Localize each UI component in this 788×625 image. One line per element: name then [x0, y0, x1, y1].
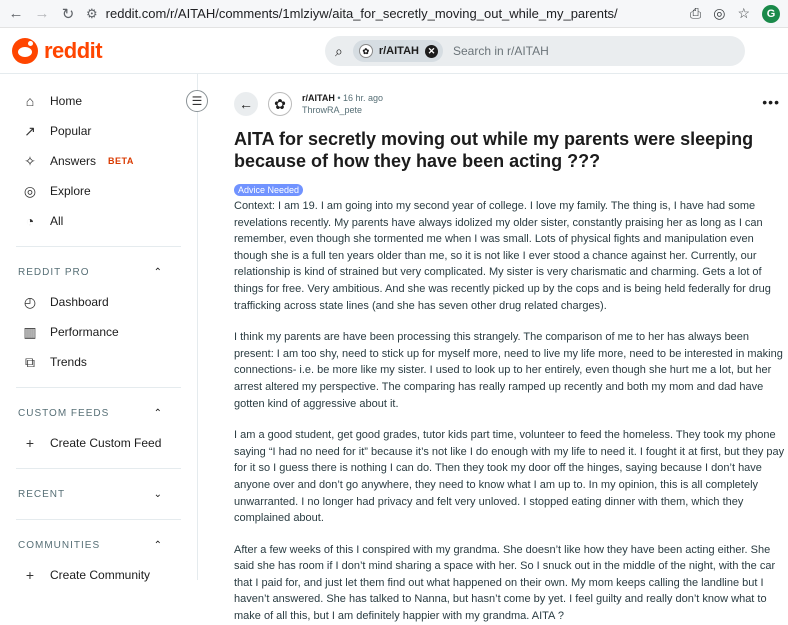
trends-icon: ⧉ — [25, 353, 35, 370]
section-heading: REDDIT PRO — [18, 266, 90, 278]
divider — [16, 246, 181, 247]
reddit-header — [0, 28, 788, 74]
more-options-button[interactable]: ••• — [762, 94, 780, 110]
reddit-logo[interactable] — [12, 38, 102, 64]
sidebar-item-trends[interactable] — [0, 347, 197, 377]
sidebar-item-create-community[interactable] — [0, 560, 197, 590]
dashboard-icon: ◴ — [23, 293, 37, 310]
snoo-logo-icon — [12, 38, 38, 64]
post-paragraph: I think my parents are have been processing this strangely. The comparison of me to her has always been present: I am too shy, need to stick up for myself more, need to live my life more, need to be interested in making connections- i.e. be more like my sister. I used to look up to her entirely, even though she hurt me a lot, but her arrest altered my perspective. The comparing has really ramped up recently and both my mom and dad have gotten kind of aggressive about it. — [234, 331, 783, 410]
reload-icon[interactable]: ↻ — [61, 5, 75, 23]
section-heading: CUSTOM FEEDS — [18, 407, 110, 419]
sidebar-item-label: Dashboard — [50, 295, 109, 309]
chevron-up-icon: ⌃ — [153, 539, 163, 551]
post-flair[interactable]: Advice Needed — [234, 184, 303, 196]
collapse-sidebar-button[interactable]: ☰ — [186, 90, 208, 112]
performance-icon: ▥ — [23, 323, 37, 340]
section-heading: RECENT — [18, 488, 66, 500]
post-paragraph: I am a good student, get good grades, tutor kids part time, volunteer to feed the homeless. They took my phone saying “I had no need for it” because it’s not like I do enough with my life to need it. I fought it at first, but they pay for it so I guess there is nothing I can do. Then they took my door off the hinges, saying because I don’t have anyone over and don’t go anywhere, they need to know what I am up to. In my opinion, this is all completely unwarranted. I no longer had privacy and felt very unloved. I stopped eating dinner with them, which they complained about. — [234, 429, 785, 525]
author-link[interactable]: ThrowRA_pete — [302, 105, 363, 115]
section-recent[interactable] — [0, 479, 197, 509]
post-meta — [302, 92, 383, 116]
post-header — [234, 92, 788, 116]
address-bar[interactable] — [86, 3, 680, 25]
chevron-up-icon: ⌃ — [153, 407, 163, 419]
back-arrow-icon[interactable]: ← — [8, 5, 24, 22]
plus-icon: + — [25, 435, 35, 451]
section-reddit-pro[interactable] — [0, 257, 197, 287]
sidebar-item-label: Answers — [50, 154, 97, 168]
search-placeholder[interactable]: Search in r/AITAH — [452, 44, 549, 58]
post-paragraph: After a few weeks of this I conspired with my grandma. She doesn’t like how they have been acting either. She said she has room if I don’t mind sharing a space with her. So I snuck out in the middle of the night, with the car that I paid for, and just let them find out what happened on their own. My mom keeps calling the landline but I haven’t answered. She has talked to Nanna, but hasn’t come by yet. I feel guilty and really don’t know what to make of all this, but I am definitely happier with my grandma. AITA ? — [234, 543, 776, 623]
sidebar-item-label: Trends — [50, 355, 87, 369]
post-body — [234, 198, 788, 625]
back-button[interactable] — [234, 92, 258, 116]
post-title: AITA for secretly moving out while my parents were sleeping because of how they have been acting ??? — [234, 129, 754, 171]
search-icon: ⌕ — [335, 42, 343, 59]
popular-icon: ↗ — [24, 122, 36, 139]
sidebar-item-label: Performance — [50, 325, 119, 339]
post-view — [198, 74, 788, 623]
left-sidebar — [0, 74, 203, 583]
sidebar-item-label: Create Custom Feed — [50, 436, 162, 450]
section-custom-feeds[interactable] — [0, 398, 197, 428]
search-bar[interactable] — [325, 36, 745, 66]
logo-wordmark: reddit — [44, 37, 103, 63]
home-icon: ⌂ — [25, 93, 35, 109]
browser-toolbar — [0, 0, 788, 28]
bookmark-star-icon[interactable]: ☆ — [737, 5, 750, 21]
back-arrow-icon: ← — [239, 96, 253, 112]
profile-avatar[interactable]: G — [762, 5, 780, 23]
section-heading: COMMUNITIES — [18, 539, 101, 551]
forward-arrow-icon[interactable]: → — [34, 5, 50, 22]
divider — [16, 468, 181, 469]
site-settings-icon[interactable]: ⚙ — [86, 5, 98, 21]
sidebar-item-performance[interactable] — [0, 317, 197, 347]
sidebar-item-label: Explore — [50, 184, 91, 198]
section-communities[interactable] — [0, 530, 197, 560]
search-scope-chip[interactable] — [353, 40, 443, 62]
chevron-down-icon: ⌄ — [153, 488, 163, 500]
search-chip-label: r/AITAH — [378, 45, 419, 57]
url-text[interactable]: reddit.com/r/AITAH/comments/1mlziyw/aita_for_secretly_moving_out_while_my_parents/ — [105, 6, 618, 21]
sidebar-item-popular[interactable] — [0, 116, 197, 146]
post-paragraph: Context: I am 19. I am going into my second year of college. I love my family. The thing is, I have had some revelations recently. My parents have always idolized my older sister, constantly praising her as long as I can remember, even though she tormented me when I was small. Lots of physical fights and manipulation even though she is a full ten years older than me, so it is not like I ever stood a chance against her. Currently, our relationship is kind of strained but very complicated. My sister is very charismatic and charming. Gets a lot of things for free. Very ambitious. And she was recently picked up by the cops and is being held federally for drug trafficking across state lines (and she has seven other drug related charges). — [234, 200, 771, 312]
explore-icon: ◎ — [23, 182, 37, 199]
sidebar-item-create-custom-feed[interactable] — [0, 428, 197, 458]
install-app-icon[interactable]: ⎙ — [690, 5, 702, 21]
post-time: • 16 hr. ago — [337, 93, 384, 103]
sidebar-item-explore[interactable] — [0, 176, 197, 206]
eye-slash-icon[interactable]: ◎ — [713, 5, 726, 21]
chevron-up-icon: ⌃ — [153, 266, 163, 278]
clear-chip-icon[interactable]: ✕ — [425, 45, 438, 58]
answers-icon: ✧ — [24, 152, 36, 169]
sidebar-item-answers[interactable] — [0, 146, 197, 176]
sidebar-item-label: Home — [50, 94, 83, 108]
sidebar-item-home[interactable] — [0, 86, 197, 116]
divider — [16, 519, 181, 520]
subreddit-avatar[interactable]: ✿ — [268, 92, 292, 116]
all-icon: ◔ — [25, 213, 35, 229]
plus-icon: + — [25, 567, 35, 583]
sidebar-item-label: Create Community — [50, 568, 151, 582]
sidebar-item-label: All — [50, 214, 64, 228]
sidebar-item-all[interactable] — [0, 206, 197, 236]
sidebar-item-label: Popular — [50, 124, 92, 138]
divider — [16, 387, 181, 388]
sidebar-item-dashboard[interactable] — [0, 287, 197, 317]
subreddit-icon: ✿ — [359, 44, 373, 58]
subreddit-link[interactable]: r/AITAH — [302, 93, 335, 103]
beta-badge: BETA — [108, 156, 134, 166]
